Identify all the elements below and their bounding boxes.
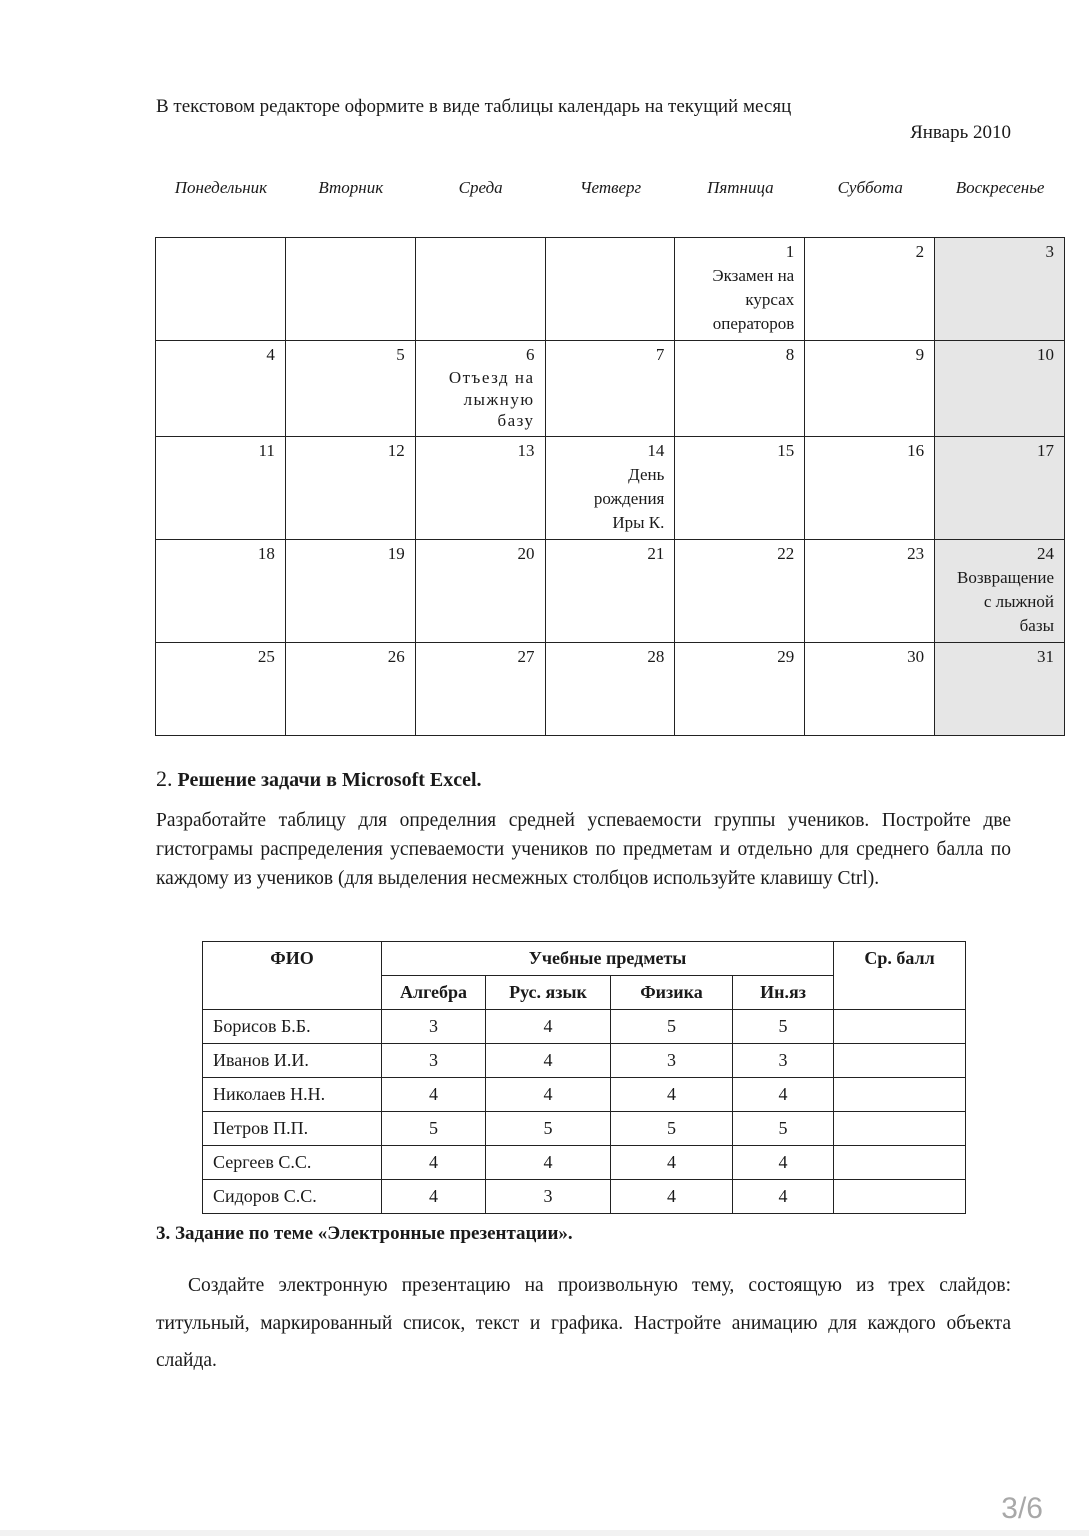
day-note-line: курсах	[745, 290, 795, 309]
day-number: 17	[1037, 440, 1054, 460]
header-subject: Физика	[611, 976, 733, 1010]
calendar-day-cell	[285, 341, 415, 437]
calendar-day-cell	[285, 642, 415, 735]
section3-text: Создайте электронную презентацию на произвольную тему, состоящую из трех слайдов: титульный, маркированный список, текст и графика. Настройте анимацию для каждого объекта слайда.	[156, 1275, 1011, 1371]
calendar-day-cell	[415, 341, 545, 437]
section2-title: Решение задачи в Microsoft Excel.	[177, 769, 482, 791]
calendar-week-row	[156, 642, 1065, 735]
calendar-day-cell	[935, 539, 1065, 642]
day-number: 14	[647, 440, 665, 460]
header-fio: ФИО	[203, 942, 382, 1010]
day-number: 4	[266, 345, 275, 364]
day-number: 6	[526, 345, 535, 364]
day-number: 23	[907, 543, 925, 563]
calendar-day-cell	[415, 238, 545, 341]
day-note-line: с лыжной	[983, 591, 1054, 611]
calendar-day-cell	[805, 539, 935, 642]
student-name: Иванов И.И.	[203, 1044, 382, 1078]
header-avg: Ср. балл	[834, 942, 966, 1010]
avg-cell	[834, 1180, 966, 1214]
day-number: 22	[777, 543, 795, 563]
day-number: 1	[785, 242, 795, 261]
score-cell: 3	[733, 1044, 834, 1078]
calendar-day-cell	[805, 436, 935, 539]
day-number: 30	[907, 646, 925, 666]
table-row	[203, 1078, 966, 1112]
calendar-day-cell	[805, 642, 935, 735]
calendar-day-cell	[545, 539, 675, 642]
score-cell: 4	[486, 1078, 611, 1112]
calendar-table	[155, 237, 1065, 736]
day-number: 16	[907, 440, 925, 460]
student-name: Сергеев С.С.	[203, 1146, 382, 1180]
month-label: Январь 2010	[910, 122, 1011, 143]
calendar-day-cell	[545, 341, 675, 437]
day-number: 25	[257, 646, 275, 666]
day-note-line: операторов	[712, 314, 795, 333]
day-number: 3	[1045, 242, 1054, 261]
score-cell: 4	[382, 1180, 486, 1214]
avg-cell	[834, 1112, 966, 1146]
score-cell: 4	[611, 1078, 733, 1112]
calendar-day-cell	[285, 539, 415, 642]
calendar-day-cell	[545, 238, 675, 341]
day-number: 26	[387, 646, 405, 666]
student-name: Петров П.П.	[203, 1112, 382, 1146]
day-note-line: Возвращение	[956, 567, 1054, 587]
day-number: 2	[915, 242, 925, 261]
student-name: Николаев Н.Н.	[203, 1078, 382, 1112]
score-cell: 5	[733, 1010, 834, 1044]
score-cell: 4	[733, 1078, 834, 1112]
day-number: 12	[387, 440, 405, 460]
score-cell: 4	[382, 1078, 486, 1112]
day-note-line: рождения	[593, 488, 665, 508]
day-number: 15	[777, 440, 795, 460]
avg-cell	[834, 1010, 966, 1044]
calendar-day-cell	[675, 341, 805, 437]
day-number: 19	[387, 543, 405, 563]
score-cell: 3	[382, 1010, 486, 1044]
weekday-label: Пятница	[707, 178, 774, 197]
calendar-day-cell	[805, 341, 935, 437]
calendar-day-cell	[675, 642, 805, 735]
page-indicator: 3/6	[1001, 1492, 1043, 1525]
weekday-label: Среда	[458, 178, 503, 197]
calendar-day-cell	[415, 436, 545, 539]
day-note-line: базу	[497, 411, 535, 430]
avg-cell	[834, 1078, 966, 1112]
section2-text: Разработайте таблицу для определния средней успеваемости группы учеников. Постройте две гистограмы распределения успеваемости учеников по предметам и отдельно для среднего балла по каждому из учеников (для выделения несмежных столбцов используйте клавишу Ctrl).	[156, 810, 1011, 889]
calendar-day-cell	[415, 642, 545, 735]
section2-number: 2.	[156, 766, 173, 791]
day-note-line: День	[628, 464, 665, 484]
calendar-week-row	[156, 539, 1065, 642]
table-row	[203, 1112, 966, 1146]
day-note-line: лыжную	[463, 389, 535, 409]
score-cell: 5	[486, 1112, 611, 1146]
score-cell: 4	[733, 1146, 834, 1180]
calendar-day-cell	[156, 436, 286, 539]
calendar-day-cell	[935, 341, 1065, 437]
score-cell: 4	[733, 1180, 834, 1214]
day-number: 18	[257, 543, 275, 563]
calendar-week-row	[156, 436, 1065, 539]
day-number: 27	[517, 646, 535, 666]
day-number: 11	[258, 440, 275, 460]
page-bottom-edge	[0, 1530, 1089, 1536]
calendar-day-cell	[935, 238, 1065, 341]
student-name: Борисов Б.Б.	[203, 1010, 382, 1044]
avg-cell	[834, 1146, 966, 1180]
calendar-day-cell	[545, 642, 675, 735]
calendar-week-row	[156, 238, 1065, 341]
score-cell: 5	[611, 1112, 733, 1146]
day-number: 31	[1037, 646, 1054, 666]
calendar-day-cell	[285, 238, 415, 341]
score-cell: 4	[611, 1180, 733, 1214]
day-number: 21	[647, 543, 665, 563]
score-cell: 4	[486, 1010, 611, 1044]
score-cell: 4	[486, 1044, 611, 1078]
day-number: 24	[1037, 543, 1054, 563]
section3-title: 3. Задание по теме «Электронные презентации».	[156, 1223, 573, 1244]
day-number: 20	[517, 543, 535, 563]
calendar-day-cell	[156, 238, 286, 341]
weekday-header	[156, 178, 1065, 198]
calendar-day-cell	[935, 642, 1065, 735]
calendar-day-cell	[285, 436, 415, 539]
calendar-day-cell	[545, 436, 675, 539]
day-number: 28	[647, 646, 665, 666]
weekday-label: Четверг	[579, 178, 642, 197]
grades-table	[202, 941, 966, 1214]
score-cell: 5	[382, 1112, 486, 1146]
calendar-week-row	[156, 341, 1065, 437]
day-note-line: базы	[1019, 615, 1054, 635]
score-cell: 3	[611, 1044, 733, 1078]
header-subjects: Учебные предметы	[382, 942, 834, 976]
score-cell: 4	[611, 1146, 733, 1180]
calendar-day-cell	[156, 539, 286, 642]
score-cell: 3	[382, 1044, 486, 1078]
calendar-day-cell	[156, 642, 286, 735]
day-number: 13	[517, 440, 535, 460]
section2-heading	[156, 766, 482, 792]
header-subject: Алгебра	[382, 976, 486, 1010]
day-note-line: Отъезд на	[448, 368, 535, 387]
day-number: 7	[655, 345, 665, 364]
calendar-day-cell	[805, 238, 935, 341]
score-cell: 5	[733, 1112, 834, 1146]
day-note-line: Иры К.	[612, 512, 665, 532]
calendar-day-cell	[675, 539, 805, 642]
weekday-label: Понедельник	[174, 178, 268, 197]
header-subject: Рус. язык	[486, 976, 611, 1010]
header-subject: Ин.яз	[733, 976, 834, 1010]
weekday-label: Воскресенье	[955, 178, 1045, 197]
day-number: 8	[785, 345, 795, 364]
table-row	[203, 1146, 966, 1180]
calendar-day-cell	[415, 539, 545, 642]
table-row	[203, 1180, 966, 1214]
calendar-day-cell	[675, 238, 805, 341]
score-cell: 4	[382, 1146, 486, 1180]
avg-cell	[834, 1044, 966, 1078]
day-note-line: Экзамен на	[712, 266, 795, 285]
weekday-label: Вторник	[318, 178, 384, 197]
calendar-day-cell	[935, 436, 1065, 539]
intro-text: В текстовом редакторе оформите в виде таблицы календарь на текущий месяц	[156, 96, 792, 117]
day-number: 9	[915, 345, 925, 364]
student-name: Сидоров С.С.	[203, 1180, 382, 1214]
day-number: 29	[777, 646, 795, 666]
calendar-day-cell	[156, 341, 286, 437]
table-row	[203, 1044, 966, 1078]
score-cell: 5	[611, 1010, 733, 1044]
score-cell: 4	[486, 1146, 611, 1180]
table-row	[203, 1010, 966, 1044]
score-cell: 3	[486, 1180, 611, 1214]
day-number: 10	[1037, 345, 1054, 364]
calendar-day-cell	[675, 436, 805, 539]
day-number: 5	[396, 345, 405, 364]
weekday-label: Суббота	[837, 178, 903, 197]
